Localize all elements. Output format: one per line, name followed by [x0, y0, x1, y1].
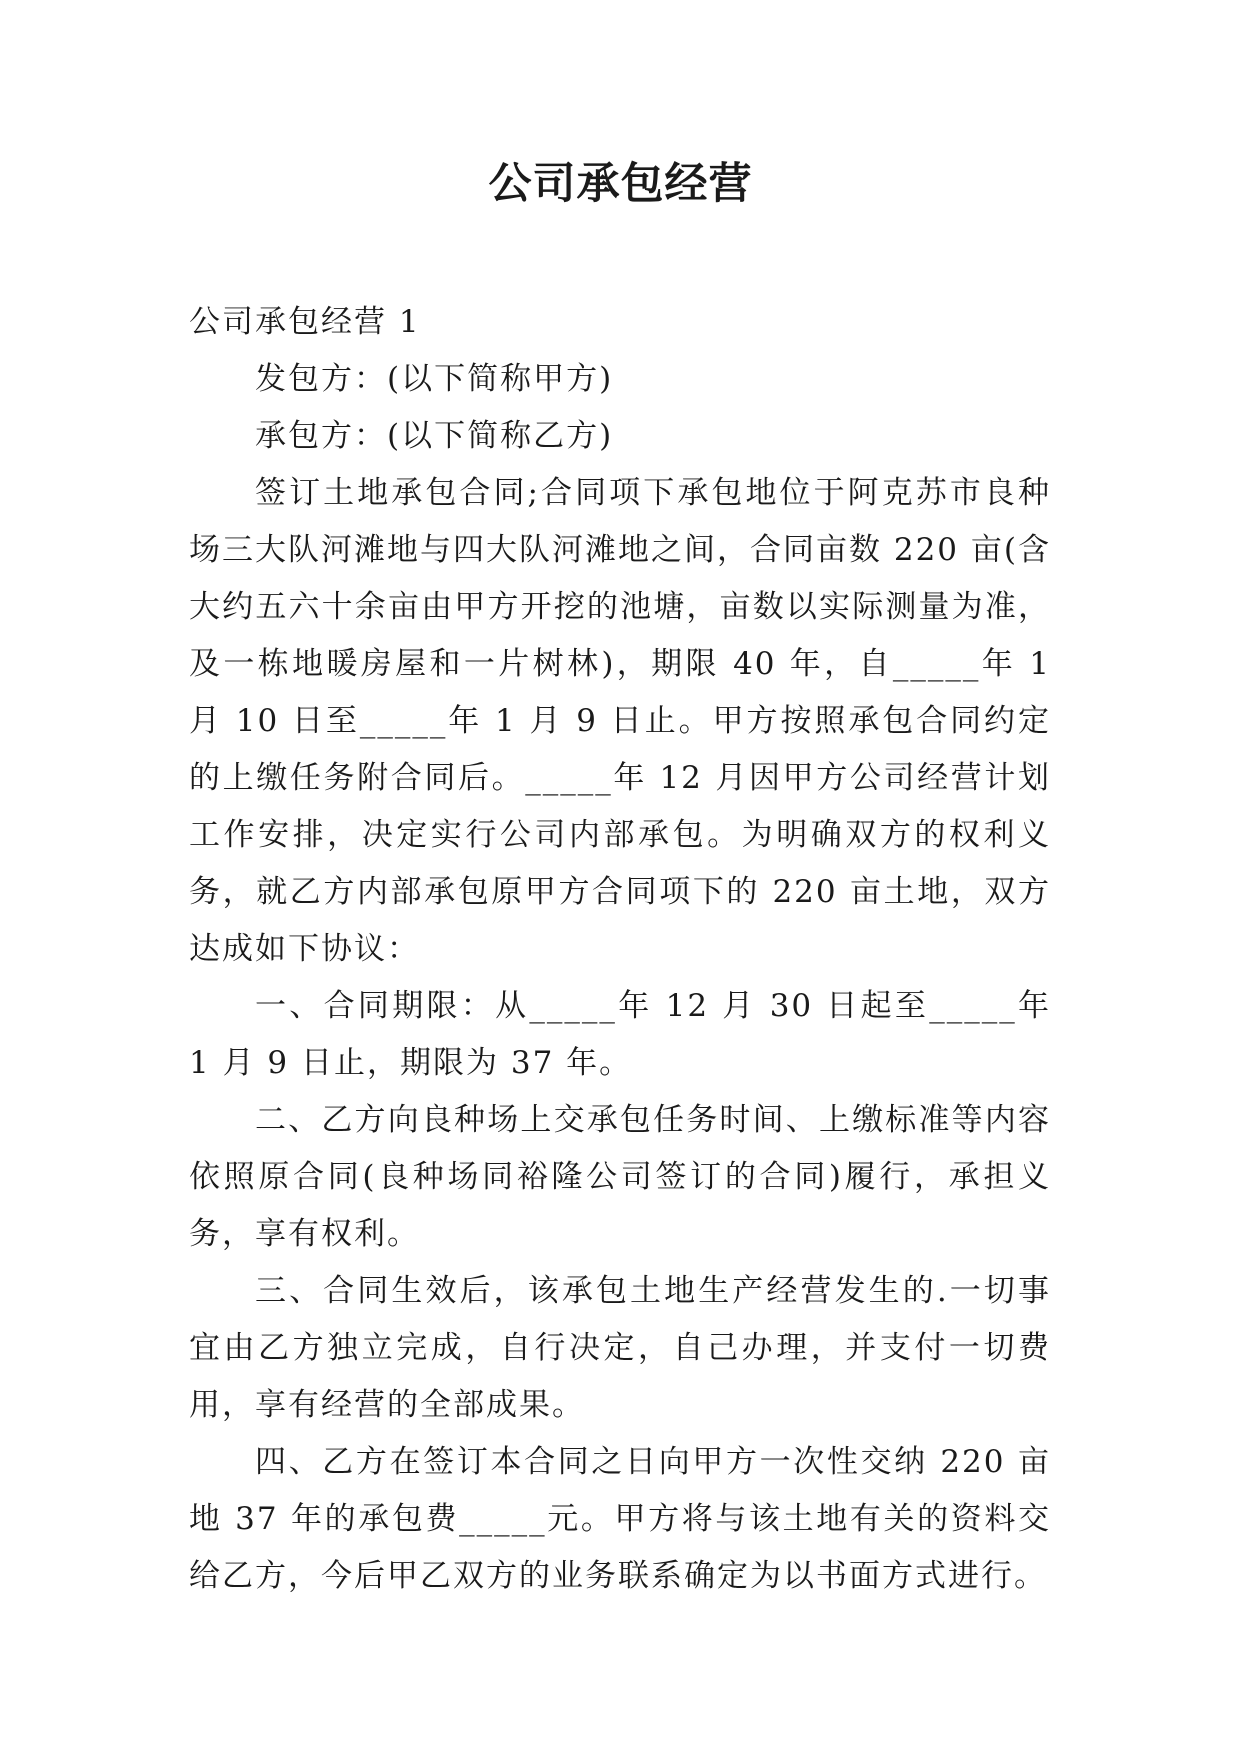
- section-heading: 公司承包经营 1: [189, 304, 421, 340]
- paragraph-clause-3: 三、合同生效后，该承包土地生产经营发生的.一切事宜由乙方独立完成，自行决定，自己办理，并支付一切费用，享有经营的全部成果。: [189, 1273, 1051, 1423]
- paragraph-issuer: 发包方：(以下简称甲方): [255, 361, 614, 397]
- paragraph-clause-1: 一、合同期限：从_____年 12 月 30 日起至_____年 1 月 9 日止，期限为 37 年。: [189, 988, 1051, 1081]
- paragraph-contractor: 承包方：(以下简称乙方): [255, 418, 614, 454]
- paragraph-clause-2: 二、乙方向良种场上交承包任务时间、上缴标准等内容依照原合同(良种场同裕隆公司签订的合同)履行，承担义务，享有权利。: [189, 1102, 1051, 1252]
- document-title: 公司承包经营: [488, 159, 753, 209]
- paragraph-clause-4: 四、乙方在签订本合同之日向甲方一次性交纳 220 亩地 37 年的承包费_____元。甲方将与该土地有关的资料交给乙方，今后甲乙双方的业务联系确定为以书面方式进行。: [189, 1444, 1051, 1594]
- document-body: [189, 294, 1051, 1605]
- paragraph-background: 签订土地承包合同;合同项下承包地位于阿克苏市良种场三大队河滩地与四大队河滩地之间，合同亩数 220 亩(含大约五六十余亩由甲方开挖的池塘，亩数以实际测量为准，及一栋地暖房屋和一片树林)，期限 40 年，自_____年 1 月 10 日至_____年 1 月 9 日止。甲方按照承包合同约定的上缴任务附合同后。_____年 12 月因甲方公司经营计划工作安排，决定实行公司内部承包。为明确双方的权利义务，就乙方内部承包原甲方合同项下的 220 亩土地，双方达成如下协议：: [189, 475, 1051, 967]
